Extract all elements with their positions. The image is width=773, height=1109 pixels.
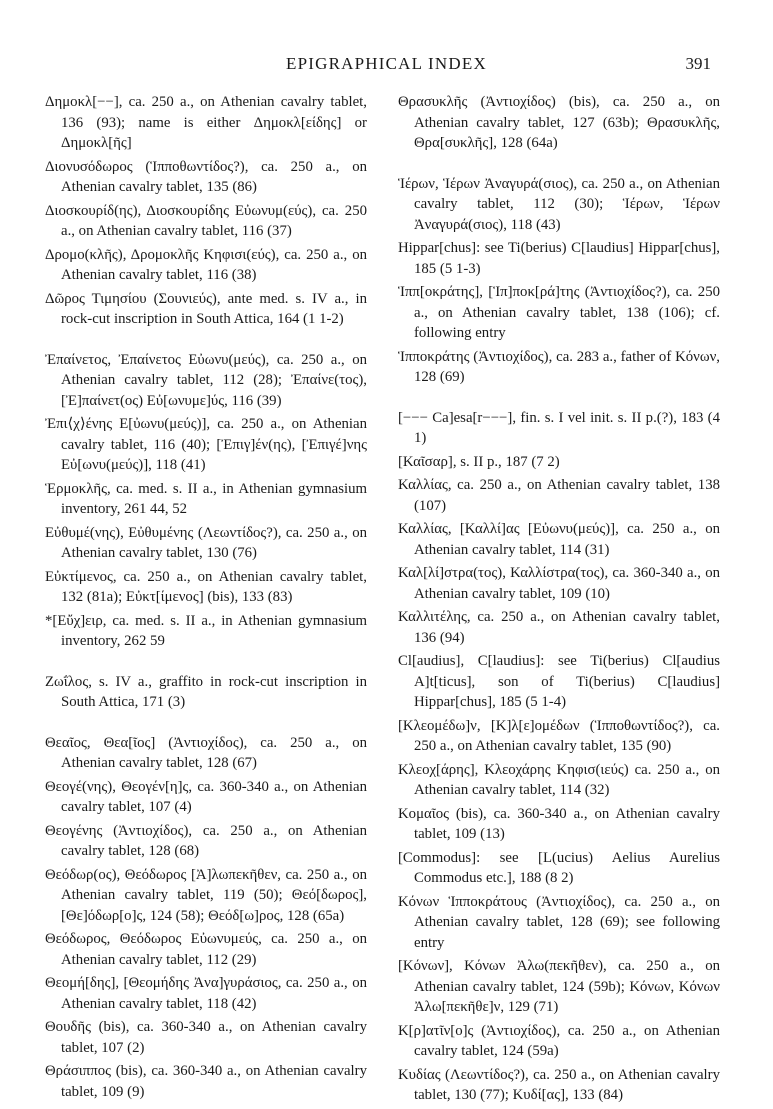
index-entry: Δρομο(κλῆς), Δρομοκλῆς Κηφισι(εύς), ca. 250 a., on Athenian cavalry tablet, 116 (38): [45, 246, 367, 283]
index-entry: Εὐκτίμενος, ca. 250 a., on Athenian cavalry tablet, 132 (81a); Εὐκτ[ίμενος] (bis), 133 (83): [45, 568, 367, 605]
page-number: 391: [685, 54, 711, 73]
running-title: EPIGRAPHICAL INDEX: [286, 54, 487, 73]
index-entry: Κλεοχ[άρης], Κλεοχάρης Κηφισ(ιεύς) ca. 250 a., on Athenian cavalry tablet, 114 (32): [398, 761, 720, 798]
index-entry: Θουδῆς (bis), ca. 360-340 a., on Athenian cavalry tablet, 107 (2): [45, 1019, 367, 1056]
index-entry: Ἐπαίνετος, Ἐπαίνετος Εὐωνυ(μεύς), ca. 250 a., on Athenian cavalry tablet, 112 (28); Ἐπαίνε(τος), [Ἐ]παίνετ(ος) Εὐ[ωνυμε]ύς, 116 (39): [45, 351, 367, 409]
index-entry: [Καῖσαρ], s. II p., 187 (7 2): [398, 453, 560, 470]
index-entry: [−−− Ca]esa[r−−−], fin. s. I vel init. s. II p.(?), 183 (4 1): [398, 409, 720, 446]
index-entry: Κόνων Ἱπποκράτους (Ἀντιοχίδος), ca. 250 a., on Athenian cavalry tablet, 128 (69); see following entry: [398, 893, 720, 951]
index-entry: Hippar[chus]: see Ti(berius) C[laudius] Hippar[chus], 185 (5 1-3): [398, 240, 720, 277]
index-entry: Δημοκλ[−−], ca. 250 a., on Athenian cavalry tablet, 136 (93); name is either Δημοκλ[είδης] or Δημοκλ[ῆς]: [45, 94, 367, 151]
index-entry: Δῶρος Τιμησίου (Σουνιεύς), ante med. s. IV a., in rock-cut inscription in South Attica, 164 (1 1-2): [45, 290, 367, 327]
index-entry: Ἐπι⟨χ⟩ένης Ε[ὐωνυ(μεύς)], ca. 250 a., on Athenian cavalry tablet, 116 (40); [Ἐπιγ]έν(ης), [Ἐπιγέ]νης Εὐ[ωνυ(μεύς)], 118 (41): [45, 416, 367, 473]
index-entry: [Κόνων], Κόνων Ἀλω(πεκῆθεν), ca. 250 a., on Athenian cavalry tablet, 124 (59b); Κόνων, Κόνων Ἀλω[πεκῆθε]ν, 129 (71): [398, 958, 720, 1015]
index-entry: Καλλίας, [Καλλί]ας [Εὐωνυ(μεύς)], ca. 250 a., on Athenian cavalry tablet, 114 (31): [398, 521, 720, 558]
left-column: [45, 92, 367, 1105]
index-entry: Cl[audius], C[laudius]: see Ti(berius) Cl[audius A]t[ticus], son of Ti(berius) C[laudius] Hippar[chus], 185 (5 1-4): [398, 653, 720, 710]
right-column: [398, 92, 720, 1109]
section-gap: [398, 391, 720, 408]
index-entry: Θεόδωρ(ος), Θεόδωρος [Ἀ]λωπεκῆθεν, ca. 250 a., on Athenian cavalry tablet, 119 (50); Θεό[δωρος], [Θε]όδωρ[ο]ς, 124 (58); Θεόδ[ω]ρος, 128 (65a): [45, 866, 367, 924]
index-entry: *[Εὔχ]ειρ, ca. med. s. II a., in Athenian gymnasium inventory, 262 59: [45, 612, 367, 649]
index-entry: Θεομή[δης], [Θεομήδης Ἀνα]γυράσιος, ca. 250 a., on Athenian cavalry tablet, 118 (42): [45, 975, 367, 1012]
index-entry: Θεογέ(νης), Θεογέν[η]ς, ca. 360-340 a., on Athenian cavalry tablet, 107 (4): [45, 778, 367, 815]
index-entry: Ἑρμοκλῆς, ca. med. s. II a., in Athenian gymnasium inventory, 261 44, 52: [45, 480, 367, 517]
index-entry: Καλλίας, ca. 250 a., on Athenian cavalry tablet, 138 (107): [398, 477, 720, 514]
index-entry: Διοσκουρίδ(ης), Διοσκουρίδης Εὐωνυμ(εύς), ca. 250 a., on Athenian cavalry tablet, 116 (37): [45, 202, 367, 239]
index-entry: Καλλιτέλης, ca. 250 a., on Athenian cavalry tablet, 136 (94): [398, 609, 720, 646]
index-entry: Κομαῖος (bis), ca. 360-340 a., on Athenian cavalry tablet, 109 (13): [398, 805, 720, 842]
index-entry: Θεαῖος, Θεα[ῖος] (Ἀντιοχίδος), ca. 250 a., on Athenian cavalry tablet, 128 (67): [45, 734, 367, 771]
index-entry: Θεογένης (Ἀντιοχίδος), ca. 250 a., on Athenian cavalry tablet, 128 (68): [45, 822, 367, 859]
section-gap: [398, 157, 720, 174]
index-entry: Κυδίας (Λεωντίδος?), ca. 250 a., on Athenian cavalry tablet, 130 (77); Κυδί[ας], 133 (84): [398, 1066, 720, 1103]
section-gap: [45, 333, 367, 350]
index-entry: Εὐθυμέ(νης), Εὐθυμένης (Λεωντίδος?), ca. 250 a., on Athenian cavalry tablet, 130 (76): [45, 524, 367, 561]
section-gap: [45, 655, 367, 672]
index-entry: Θεόδωρος, Θεόδωρος Εὐωνυμεύς, ca. 250 a., on Athenian cavalry tablet, 112 (29): [45, 931, 367, 968]
index-entry: Διονυσόδωρος (Ἱπποθωντίδος?), ca. 250 a., on Athenian cavalry tablet, 135 (86): [45, 158, 367, 195]
index-entry: [Κλεομέδω]ν, [Κ]λ[ε]ομέδων (Ἱπποθωντίδος?), ca. 250 a., on Athenian cavalry tablet, 135 (90): [398, 717, 720, 754]
index-entry: Θράσιππος (bis), ca. 360-340 a., on Athenian cavalry tablet, 109 (9): [45, 1063, 367, 1100]
index-entry: Ἱπποκράτης (Ἀντιοχίδος), ca. 283 a., father of Κόνων, 128 (69): [398, 348, 720, 385]
index-entry: Κ[ρ]ατῖν[ο]ς (Ἀντιοχίδος), ca. 250 a., on Athenian cavalry tablet, 124 (59a): [398, 1022, 720, 1059]
index-entry: Καλ[λί]στρα(τος), Καλλίστρα(τος), ca. 360-340 a., on Athenian cavalry tablet, 109 (10): [398, 565, 720, 602]
section-gap: [45, 716, 367, 733]
index-entry: Ἱέρων, Ἱέρων Ἀναγυρά(σιος), ca. 250 a., on Athenian cavalry tablet, 112 (30); Ἱέρων, Ἱέρων Ἀναγυρά(σιος), 118 (43): [398, 175, 720, 233]
index-entry: [Commodus]: see [L(ucius) Aelius Aurelius Commodus etc.], 188 (8 2): [398, 849, 720, 886]
index-entry: Ἱππ[οκράτης], [Ἱπ]ποκ[ρά]της (Ἀντιοχίδος?), ca. 250 a., on Athenian cavalry tablet, 138 (106); cf. following entry: [398, 284, 720, 341]
page-header: [0, 54, 773, 78]
index-entry: Θρασυκλῆς (Ἀντιοχίδος) (bis), ca. 250 a., on Athenian cavalry tablet, 127 (63b); Θρασυκλῆς, Θρα[συκλῆς], 128 (64a): [398, 94, 720, 151]
index-entry: Ζωΐλος, s. IV a., graffito in rock-cut inscription in South Attica, 171 (3): [45, 673, 367, 710]
